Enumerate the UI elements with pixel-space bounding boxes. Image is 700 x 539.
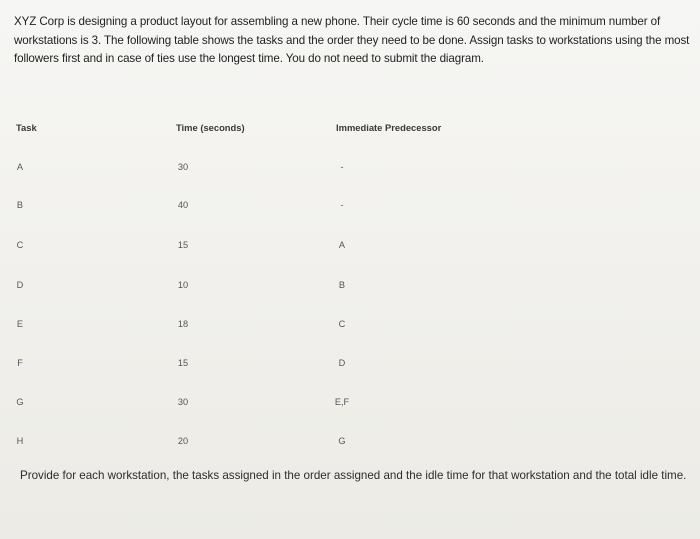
task-cell: F <box>17 358 23 368</box>
header-time: Time (seconds) <box>176 122 245 133</box>
task-cell: B <box>16 200 24 210</box>
time-cell: 40 <box>177 200 189 210</box>
time-cell: 18 <box>177 319 189 329</box>
task-cell: A <box>16 162 24 172</box>
predecessor-cell: D <box>338 358 346 368</box>
task-cell: C <box>16 240 24 250</box>
task-cell: D <box>16 280 24 290</box>
predecessor-cell: - <box>340 200 344 210</box>
header-task: Task <box>16 122 37 133</box>
time-cell: 20 <box>177 436 189 446</box>
instructions-footer: Provide for each workstation, the tasks assigned in the order assigned and the idle time for that workstation and the total idle time. <box>20 469 687 482</box>
problem-statement: XYZ Corp is designing a product layout for assembling a new phone. Their cycle time is 60 seconds and the minimum number of workstations is 3. The following table shows the tasks and the order they need to be done. Assign tasks to workstations using the most followers first and in case of ties use the longest time. You do not need to submit the diagram. <box>14 15 690 66</box>
task-cell: G <box>16 397 24 407</box>
time-cell: 30 <box>177 397 189 407</box>
task-cell: H <box>16 436 24 446</box>
header-predecessor: Immediate Predecessor <box>336 122 442 133</box>
time-cell: 15 <box>177 358 189 368</box>
predecessor-cell: E,F <box>334 397 350 407</box>
time-cell: 30 <box>177 162 189 172</box>
task-cell: E <box>16 319 24 329</box>
time-cell: 15 <box>177 240 189 250</box>
predecessor-cell: B <box>338 280 346 290</box>
predecessor-cell: G <box>338 436 346 446</box>
predecessor-cell: - <box>340 162 344 172</box>
predecessor-cell: A <box>338 240 346 250</box>
predecessor-cell: C <box>338 319 346 329</box>
time-cell: 10 <box>177 280 189 290</box>
